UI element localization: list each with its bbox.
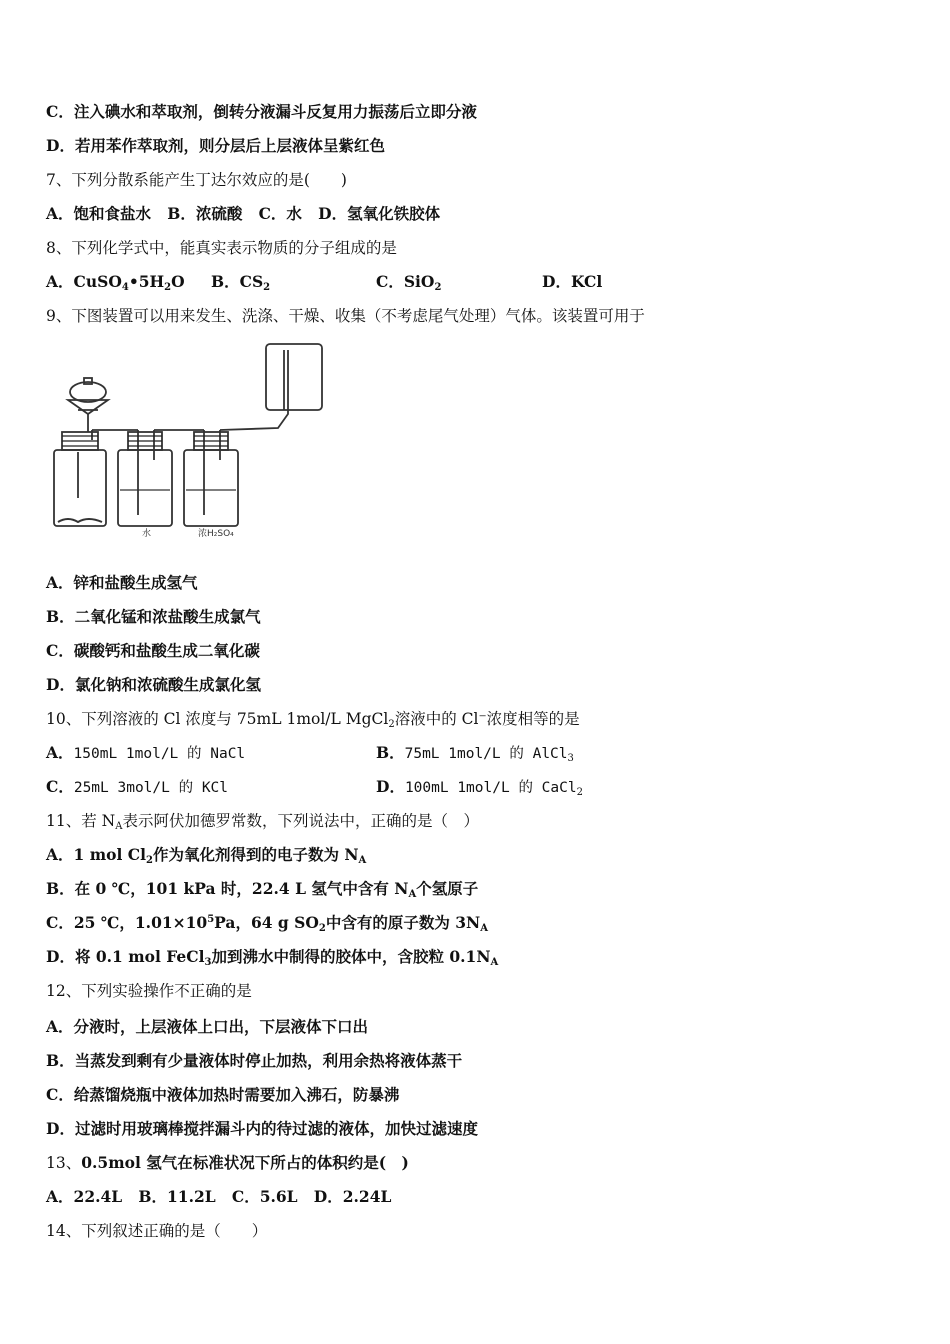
option-label: C． <box>46 102 74 121</box>
q7-option-b: B．浓硫酸 <box>167 204 243 223</box>
q12-stem: 12、下列实验操作不正确的是 <box>46 982 252 1000</box>
option-label: D． <box>46 136 75 155</box>
q9-option-c: C．碳酸钙和盐酸生成二氧化碳 <box>46 641 260 660</box>
q11-stem: 11、若 $N_A$表示阿伏加德罗常数，下列说法中，正确的是（ ） <box>46 812 479 832</box>
gas-apparatus-figure <box>48 340 338 540</box>
label-conc-h2so4: 浓H₂SO₄ <box>198 529 234 539</box>
q13-option-d: D．2.24L <box>313 1187 392 1206</box>
q13-option-a: A．22.4L <box>46 1187 123 1206</box>
q12-option-b: B．当蒸发到剩有少量液体时停止加热，利用余热将液体蒸干 <box>46 1051 463 1070</box>
q9-option-b: B．二氧化锰和浓盐酸生成氯气 <box>46 607 261 626</box>
q7-option-a: A．饱和食盐水 <box>46 204 152 223</box>
q11-option-c: C．25 ℃，$1.01\times 10^5Pa$，64 g $SO_2$中含有的原子数为 $3N_A$ <box>46 913 488 934</box>
wash-bottle <box>118 450 172 526</box>
option-text: 注入碘水和萃取剂，倒转分液漏斗反复用力振荡后立即分液 <box>73 102 477 121</box>
collection-bottle <box>266 344 322 410</box>
q8-option-d: D．KCl <box>542 272 603 291</box>
q7-option-d: D．氢氧化铁胶体 <box>318 204 441 223</box>
q10-option-a: A．150mL 1mol/L 的 NaCl <box>46 743 246 762</box>
q10-option-b: B．75mL 1mol/L 的 AlCl$_3$ <box>376 743 574 764</box>
q6-option-d <box>46 136 385 156</box>
q14-stem: 14、下列叙述正确的是（ ） <box>46 1222 268 1240</box>
q12-option-c: C．给蒸馏烧瓶中液体加热时需要加入沸石，防暴沸 <box>46 1085 400 1104</box>
q8-stem: 8、下列化学式中，能真实表示物质的分子组成的是 <box>46 239 397 257</box>
q13-stem: 13、0.5mol 氢气在标准状况下所占的体积约是( ) <box>46 1153 409 1172</box>
q8-options <box>46 272 906 292</box>
q13-option-c: C．5.6L <box>231 1187 298 1206</box>
q8-option-a: A．$CuSO_4•5H_2O$ <box>46 272 185 293</box>
q7-stem: 7、下列分散系能产生丁达尔效应的是( ) <box>46 171 347 189</box>
q12-option-d: D．过滤时用玻璃棒搅拌漏斗内的待过滤的液体，加快过滤速度 <box>46 1119 478 1138</box>
q6-option-c <box>46 102 477 122</box>
q8-option-c: C．SiO$_2$ <box>376 272 442 293</box>
drying-bottle <box>184 450 238 526</box>
q11-option-a: A．1 mol $Cl_2$作为氧化剂得到的电子数为 $N_A$ <box>46 845 367 866</box>
q13-options <box>46 1187 391 1207</box>
generator-bottle <box>54 450 106 526</box>
q8-option-b: B．$CS_2$ <box>211 272 271 293</box>
label-water: 水 <box>142 529 152 539</box>
q9-option-a: A．锌和盐酸生成氢气 <box>46 573 198 592</box>
q10-option-d: D．100mL 1mol/L 的 CaCl$_2$ <box>376 777 583 798</box>
q11-option-b: B．在 0 ℃，101 kPa 时，22.4 L 氢气中含有 $N_A$个氢原子 <box>46 879 479 900</box>
q10-option-c: C．25mL 3mol/L 的 KCl <box>46 777 229 796</box>
q9-stem: 9、下图装置可以用来发生、洗涤、干燥、收集（不考虑尾气处理）气体。该装置可用于 <box>46 307 645 325</box>
q7-options <box>46 204 440 224</box>
q11-option-d: D．将 0.1 mol FeCl$_3$加到沸水中制得的胶体中，含胶粒 $0.1N_A$ <box>46 947 499 968</box>
q13-option-b: B．11.2L <box>138 1187 216 1206</box>
q9-option-d: D．氯化钠和浓硫酸生成氯化氢 <box>46 675 261 694</box>
q10-stem: 10、下列溶液的 Cl 浓度与 75mL 1mol/L MgCl$_2$溶液中的 Cl⁻浓度相等的是 <box>46 710 580 730</box>
option-text: 若用苯作萃取剂，则分层后上层液体呈紫红色 <box>74 136 385 155</box>
q10-options-row2 <box>46 777 906 798</box>
q12-option-a: A．分液时，上层液体上口出，下层液体下口出 <box>46 1017 369 1036</box>
q7-option-c: C．水 <box>258 204 302 223</box>
q10-options-row1 <box>46 743 906 764</box>
